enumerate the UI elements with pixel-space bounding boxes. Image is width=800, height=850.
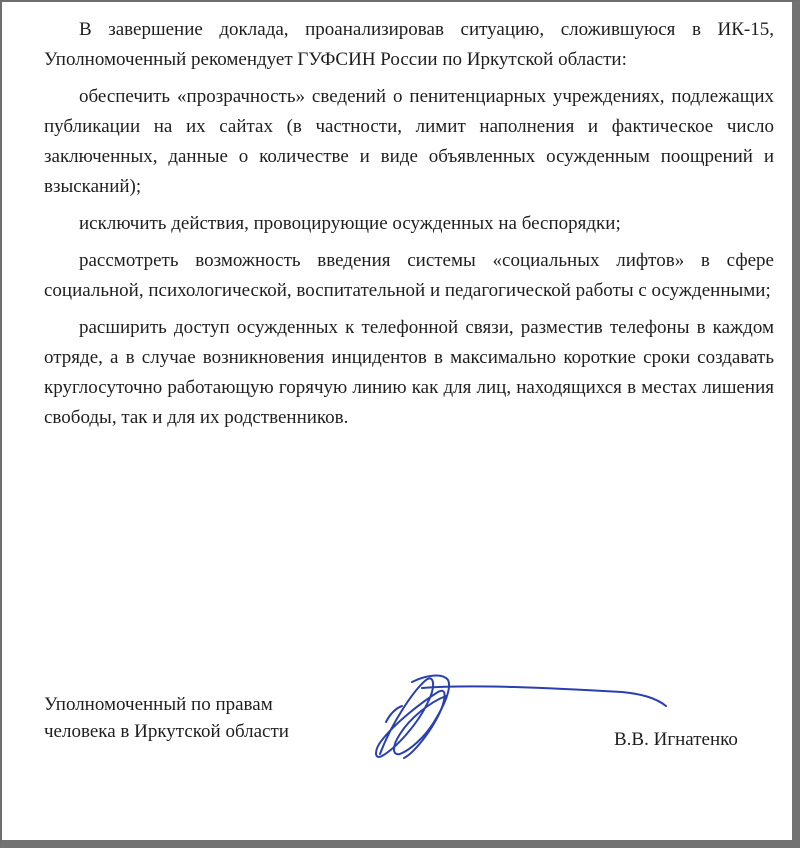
paragraph-intro: В завершение доклада, проанализировав ситуацию, сложившуюся в ИК-15, Уполномоченный рекомендует ГУФСИН России по Иркутской области:	[44, 19, 774, 70]
signatory-title-line1: Уполномоченный по правам	[44, 694, 273, 715]
paragraph-recommendation-transparency: обеспечить «прозрачность» сведений о пенитенциарных учреждениях, подлежащих публикации на их сайтах (в частности, лимит наполнения и фактическое число заключенных, данные о количестве и виде объявленных осужденным поощрений и взысканий);	[44, 86, 774, 197]
signature-block	[2, 2, 800, 850]
paragraph-recommendation-social-lifts: рассмотреть возможность введения системы «социальных лифтов» в сфере социальной, психологической, воспитательной и педагогической работы с осужденными;	[44, 250, 774, 301]
handwritten-signature-icon	[352, 662, 682, 772]
signatory-name: В.В. Игнатенко	[614, 729, 738, 750]
signatory-title	[44, 691, 289, 745]
signatory-title-line2: человека в Иркутской области	[44, 721, 289, 742]
paragraph-recommendation-provocation: исключить действия, провоцирующие осужденных на беспорядки;	[79, 213, 621, 234]
paragraph-recommendation-telephone: расширить доступ осужденных к телефонной связи, разместив телефоны в каждом отряде, а в случае возникновения инцидентов в максимально короткие сроки создавать круглосуточно работающую горячую линию как для лиц, находящихся в местах лишения свободы, так и для их родственников.	[44, 317, 774, 428]
